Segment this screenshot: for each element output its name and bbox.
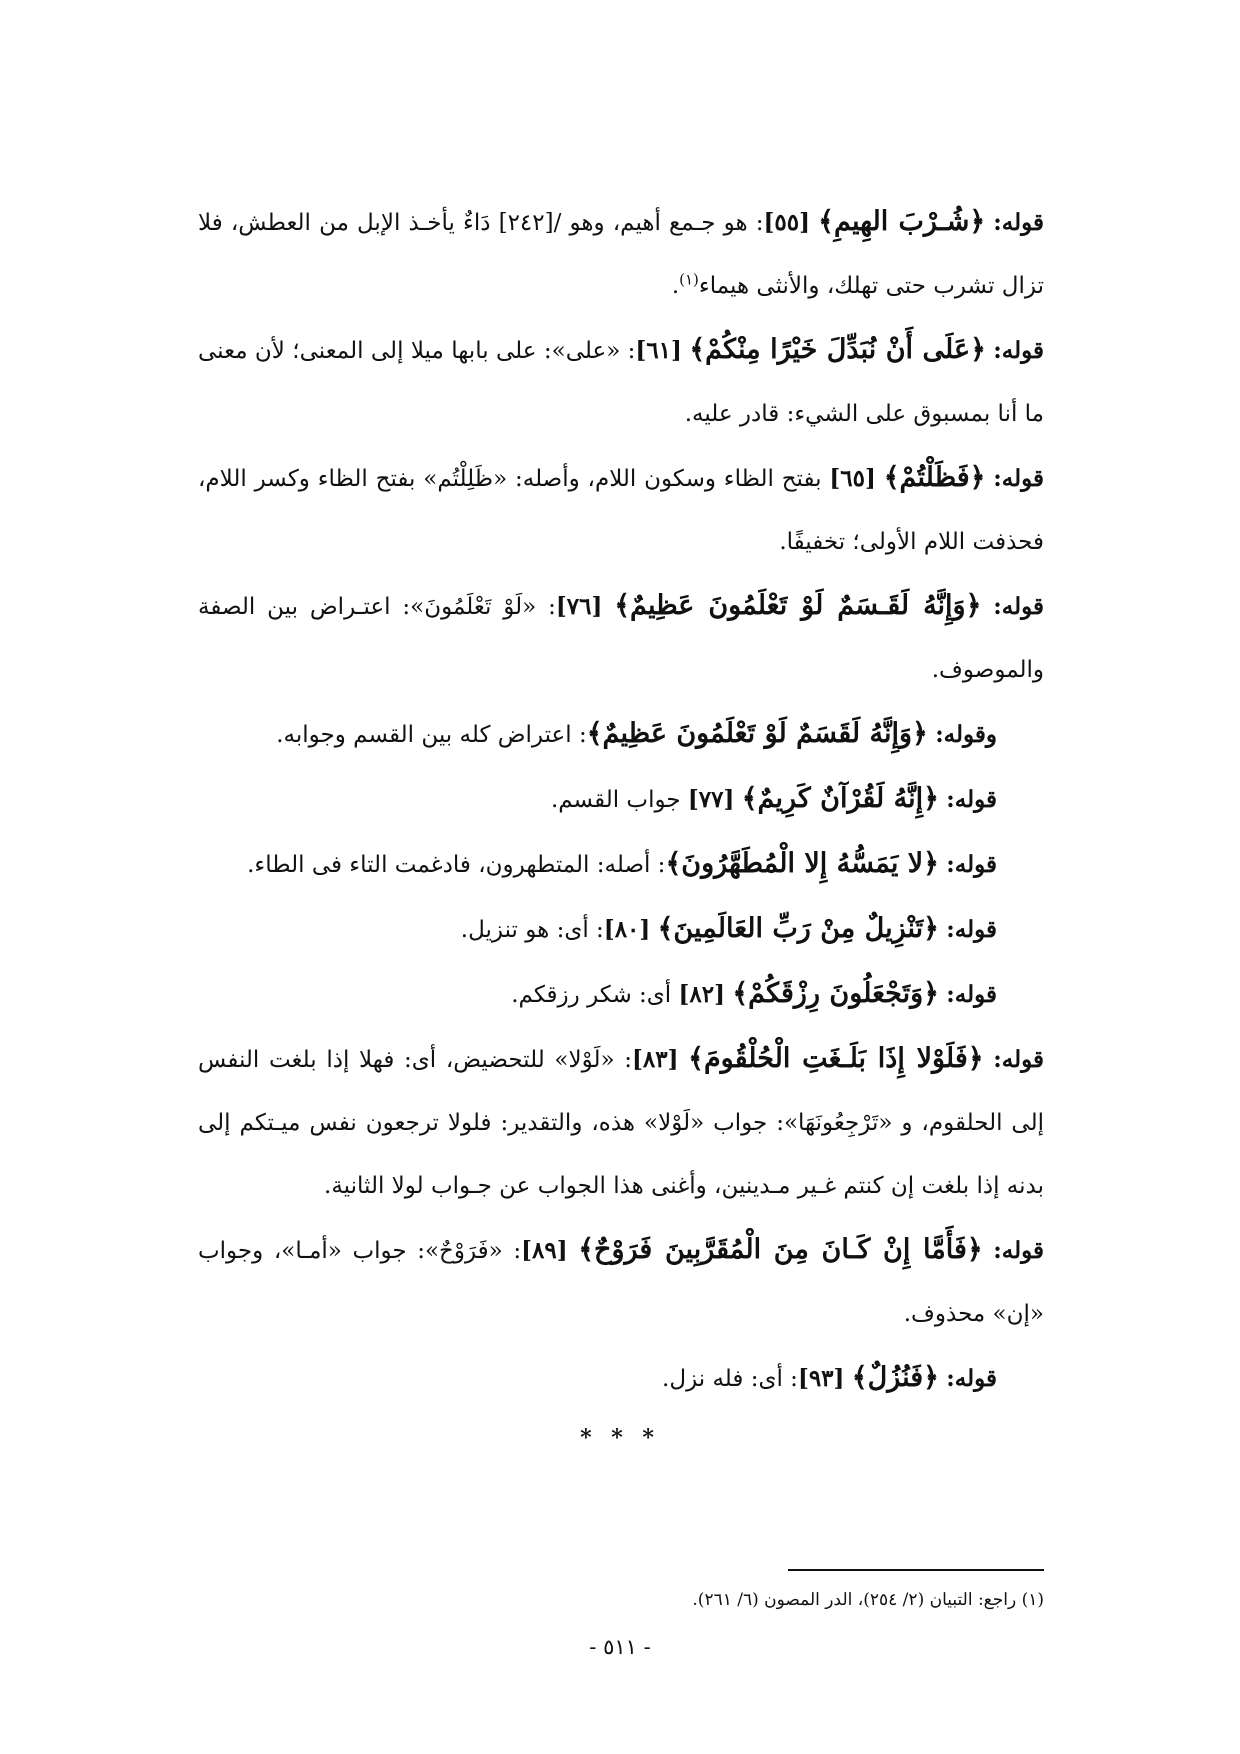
entry-lead: قوله: [946,786,997,813]
entry-text: أى: شكر رزقكم. [511,982,672,1008]
verse-number: [٧٧] [687,786,735,813]
verse-quote: ﴿لا يَمَسُّهُ إِلا الْمُطَهَّرُونَ﴾ [665,848,939,879]
entry-text: جواب القسم. [550,787,681,813]
verse-number: [٨٣] [631,1046,679,1073]
footnote-divider [788,1569,1044,1571]
commentary-body [198,190,1044,1411]
verse-quote: ﴿فَنُزُلٌ﴾ [851,1362,939,1393]
entry-lead: وقوله: [935,721,997,748]
footnote: (١) راجع: التبيان (٢/ ٢٥٤)، الدر المصون (٦/ ٢٦١). [692,1590,1044,1610]
entry-text-tail: . [671,273,680,299]
entry-83 [198,1027,1044,1218]
entry-lead: قوله: [993,337,1044,364]
entry-lead: قوله: [946,851,997,878]
entry-text: : اعتراض كله بين القسم وجوابه. [276,722,587,748]
verse-quote: ﴿عَلَى أَنْ نُبَدِّلَ خَيْرًا مِنْكُمْ﴾ [689,334,986,365]
entry-lead: قوله: [946,981,997,1008]
entry-text: : «لَوْ تَعْلَمُونَ»: اعتـراض بين الصفة والموصوف. [198,594,1044,683]
entry-text: : أى: فله نزل. [662,1366,798,1392]
verse-quote: ﴿وَإِنَّهُ لَقَـسَمٌ لَوْ تَعْلَمُونَ عَظِيمٌ﴾ [614,590,982,621]
footnote-marker: (١) [679,270,699,289]
entry-55 [198,190,1044,318]
verse-number: [٨٠] [603,916,651,943]
entry-lead: قوله: [993,1237,1045,1264]
verse-quote: ﴿إِنَّهُ لَقُرْآنٌ كَرِيمٌ﴾ [741,783,939,814]
entry-77 [198,767,1044,832]
entry-lead: قوله: [993,209,1044,236]
entry-76 [198,574,1044,702]
verse-number: [٧٦] [555,593,603,620]
section-separator: * * * [580,1425,660,1451]
entry-82 [198,962,1044,1027]
verse-quote: ﴿فَلَوْلا إِذَا بَلَـغَتِ الْحُلْقُومَ﴾ [688,1043,984,1074]
entry-text: : أى: هو تنزيل. [460,917,604,943]
entry-79 [198,832,1044,897]
page-number: - ٥١١ - [589,1635,651,1659]
verse-quote: ﴿شُـرْبَ الهِيمِ﴾ [818,206,986,237]
verse-number: [٩٣] [797,1365,845,1392]
verse-number: [٦٥] [829,465,876,492]
verse-quote: ﴿فَظَلْتُمْ﴾ [883,462,986,493]
entry-lead: قوله: [993,465,1045,492]
entry-lead: قوله: [993,1046,1044,1073]
verse-number: [٨٢] [678,981,726,1008]
entry-76-aside [198,702,1044,767]
verse-number: [٥٥] [763,209,811,236]
entry-text: : «لَوْلا» للتحضيض، أى: فهلا إذا بلغت النفس إلى الحلقوم، و «تَرْجِعُونَهَا»: جواب «لَوْلا» هذه، والتقدير: فلولا ترجعون نفس ميـتكم إلى بدنه إذا بلغت إن كنتم غـير مـدينين، وأغنى هذا الجواب عن جـواب لولا الثانية. [198,1047,1044,1199]
entry-text: : «فَرَوْحٌ»: جواب «أمـا»، وجواب «إن» محذوف. [198,1238,1044,1327]
entry-65 [198,446,1044,574]
entry-text: : هو جـمع أهيم، وهو /[٢٤٢] دَاءٌ يأخـذ الإبل من العطش، فلا تزال تشرب حتى تهلك، والأنثى هيماء [198,210,1044,299]
entry-text: : «على»: على بابها ميلا إلى المعنى؛ لأن معنى ما أنا بمسبوق على الشيء: قادر عليه. [198,338,1044,427]
entry-61 [198,318,1044,446]
verse-quote: ﴿وَإِنَّهُ لَقَسَمٌ لَوْ تَعْلَمُونَ عَظِيمٌ﴾ [586,718,928,749]
entry-93 [198,1346,1044,1411]
entry-89 [198,1218,1044,1346]
entry-text: : أصله: المتطهرون، فادغمت التاء فى الطاء. [247,852,666,878]
verse-number: [٦١] [635,337,682,364]
entry-80 [198,897,1044,962]
entry-lead: قوله: [946,1365,997,1392]
entry-lead: قوله: [946,916,997,943]
verse-quote: ﴿فَأَمَّا إِنْ كَـانَ مِنَ الْمُقَرَّبِينَ فَرَوْحٌ﴾ [578,1234,983,1265]
entry-lead: قوله: [993,593,1044,620]
verse-number: [٨٩] [521,1237,568,1264]
verse-quote: ﴿تَنْزِيلٌ مِنْ رَبِّ العَالَمِينَ﴾ [657,913,939,944]
entry-text: بفتح الظاء وسكون اللام، وأصله: «ظَلِلْتُم» بفتح الظاء وكسر اللام، فحذفت اللام الأولى؛ تخفيفًا. [198,466,1044,555]
verse-quote: ﴿وَتَجْعَلُونَ رِزْقَكُمْ﴾ [732,978,939,1009]
